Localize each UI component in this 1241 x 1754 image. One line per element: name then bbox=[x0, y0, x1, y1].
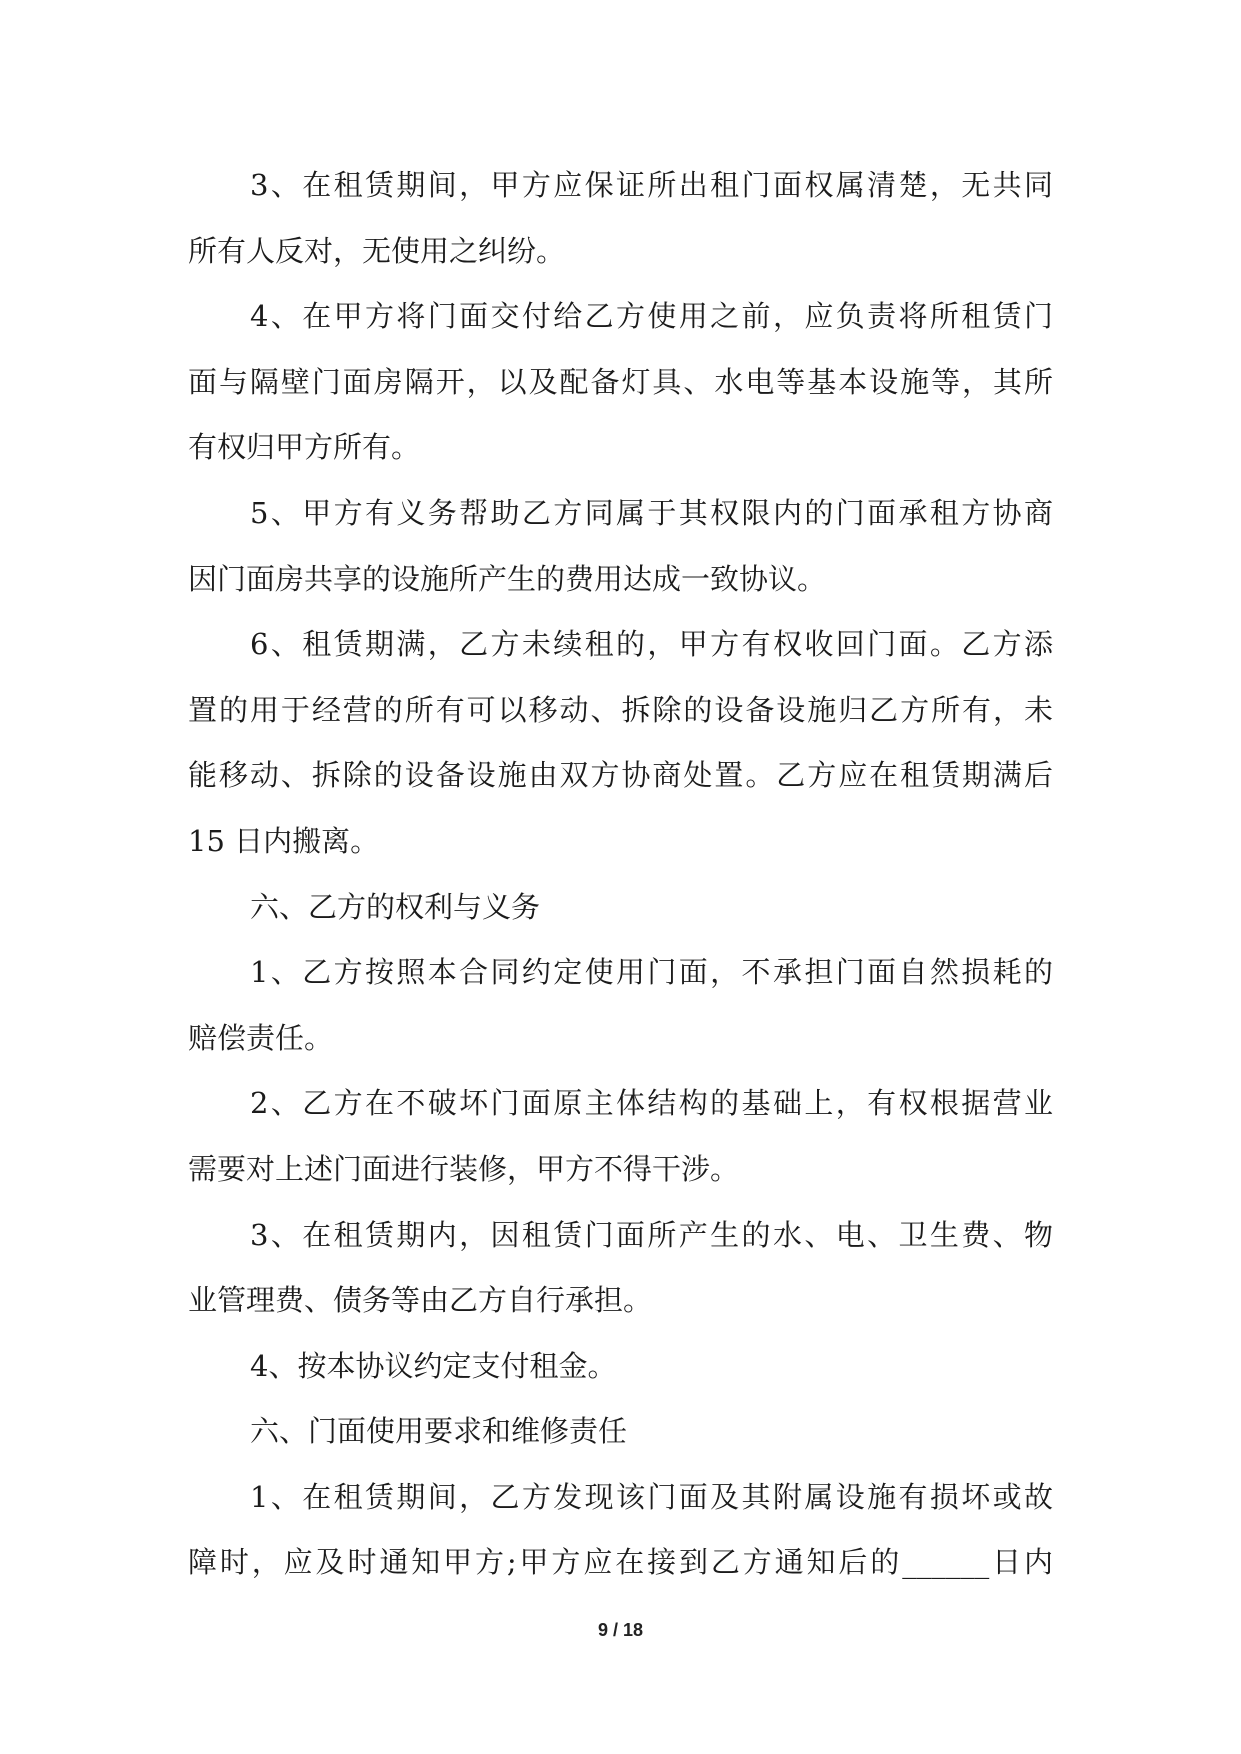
text-line: 赔偿责任。 bbox=[188, 1020, 334, 1055]
paragraph-lessee-use bbox=[188, 940, 1053, 1071]
section-heading: 六、门面使用要求和维修责任 bbox=[250, 1414, 628, 1449]
text-line: 障时，应及时通知甲方;甲方应在接到乙方通知后的______日内 bbox=[188, 1545, 1053, 1580]
text-line: 需要对上述门面进行装修，甲方不得干涉。 bbox=[188, 1151, 740, 1186]
text-line: 3、在租赁期内，因租赁门面所产生的水、电、卫生费、物 bbox=[250, 1217, 1053, 1252]
text-line: 2、乙方在不破坏门面原主体结构的基础上，有权根据营业 bbox=[250, 1086, 1053, 1121]
text-line: 有权归甲方所有。 bbox=[188, 430, 421, 465]
text-line: 所有人反对，无使用之纠纷。 bbox=[188, 233, 566, 268]
text-line: 置的用于经营的所有可以移动、拆除的设备设施归乙方所有，未 bbox=[188, 692, 1053, 727]
text-line: 5、甲方有义务帮助乙方同属于其权限内的门面承租方协商 bbox=[250, 495, 1053, 530]
text-line: 3、在租赁期间，甲方应保证所出租门面权属清楚，无共同 bbox=[250, 168, 1053, 202]
paragraph-lease-expiry bbox=[188, 612, 1053, 874]
text-line: 15 日内搬离。 bbox=[188, 823, 380, 858]
text-line: 4、在甲方将门面交付给乙方使用之前，应负责将所租赁门 bbox=[250, 299, 1053, 334]
section-heading: 六、乙方的权利与义务 bbox=[250, 889, 541, 924]
section-heading-lessee-rights bbox=[188, 875, 1053, 941]
paragraph-maintenance-notice bbox=[188, 1465, 1053, 1596]
paragraph-lessor-clear-title bbox=[188, 153, 1053, 284]
text-line: 1、乙方按照本合同约定使用门面，不承担门面自然损耗的 bbox=[250, 955, 1053, 990]
paragraph-lessee-decoration bbox=[188, 1071, 1053, 1202]
page-number: 9 / 18 bbox=[597, 1620, 644, 1640]
document-body bbox=[188, 153, 1053, 1596]
paragraph-lessee-expenses bbox=[188, 1203, 1053, 1334]
text-line: 6、租赁期满，乙方未续租的，甲方有权收回门面。乙方添 bbox=[250, 627, 1053, 662]
section-heading-maintenance bbox=[188, 1399, 1053, 1465]
text-line: 1、在租赁期间，乙方发现该门面及其附属设施有损坏或故 bbox=[250, 1479, 1053, 1514]
text-line: 4、按本协议约定支付租金。 bbox=[250, 1348, 617, 1383]
paragraph-lessor-partition bbox=[188, 284, 1053, 481]
paragraph-lessee-rent bbox=[188, 1334, 1053, 1400]
text-line: 因门面房共享的设施所产生的费用达成一致协议。 bbox=[188, 561, 827, 596]
text-line: 面与隔壁门面房隔开，以及配备灯具、水电等基本设施等，其所 bbox=[188, 364, 1053, 399]
paragraph-lessor-negotiation bbox=[188, 481, 1053, 612]
text-line: 能移动、拆除的设备设施由双方协商处置。乙方应在租赁期满后 bbox=[188, 758, 1053, 793]
text-line: 业管理费、债务等由乙方自行承担。 bbox=[188, 1283, 653, 1318]
